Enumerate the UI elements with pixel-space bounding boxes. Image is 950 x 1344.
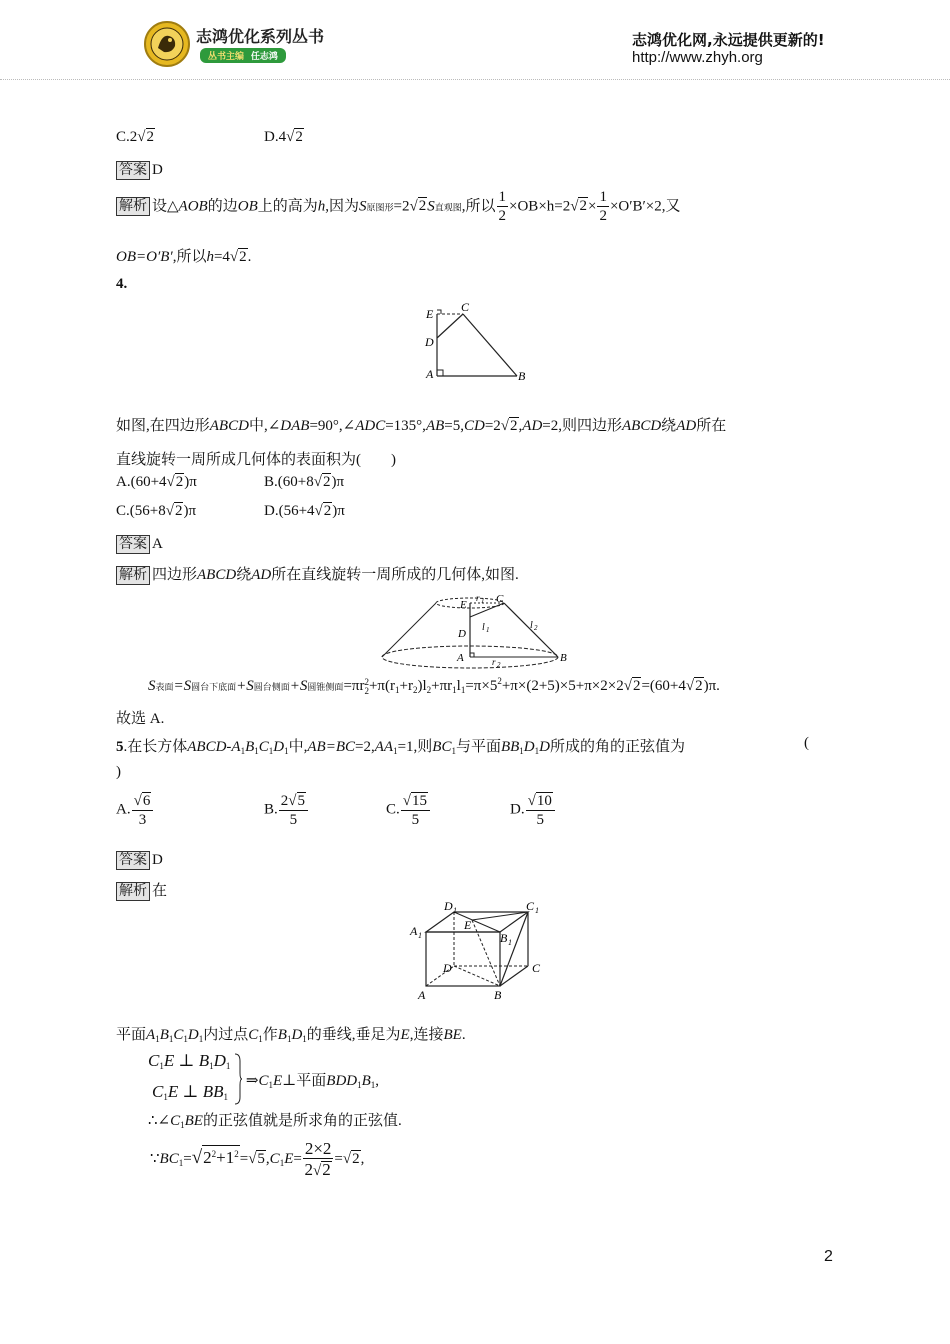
editor-name: 任志鸿 <box>250 52 278 62</box>
q4-option-d: D.(56+4√2)π <box>264 503 345 519</box>
svg-text:l: l <box>482 622 485 633</box>
q4-stem-line2: 直线旋转一周所成几何体的表面积为( ) <box>116 452 396 468</box>
q5-paren-close: ) <box>116 764 121 780</box>
q4-analysis: 解析 四边形ABCD绕AD所在直线旋转一周所成的几何体,如图. <box>116 563 519 585</box>
svg-text:A: A <box>426 367 434 381</box>
svg-text:D: D <box>458 628 466 640</box>
svg-text:D: D <box>425 335 434 349</box>
svg-text:1: 1 <box>535 906 539 915</box>
svg-text:2: 2 <box>534 624 538 632</box>
q3-analysis-line1: 解析 设△AOB的边OB上的高为h,因为S原图形=2√2S直观图,所以 $\frac{1}{2}$ ×OB×h=2√2× $\frac{1}{2}$ ×O′B′×2,又 <box>116 190 681 224</box>
q4-formula: S表面=S圆台下底面+S圆台侧面+S圆锥侧面=πr 2 2 $+\pi(r_1+r_2)l_2+\pi r_1l_1=\pi\times 5^2+\pi\times(2+5)\times 5+\pi\times 2\times 2√2=(60+4√2)\pi$. <box>148 676 720 696</box>
svg-text:E: E <box>460 599 467 611</box>
q3-answer: 答案 D <box>116 161 163 180</box>
answer-tag: 答案 <box>116 535 150 554</box>
right-brace <box>234 1053 242 1105</box>
q5-option-a: A. $\frac{√6}{3}$ <box>116 792 154 828</box>
q5-option-d: D. $\frac{√10}{5}$ <box>510 792 556 828</box>
header-divider <box>0 79 950 80</box>
svg-text:E: E <box>426 307 434 321</box>
q5-plane-line: 平面$A_1B_1C_1D_1$内过点$C_1$作$B_1D_1$的垂线,垂足为E,连接BE. <box>116 1027 466 1044</box>
svg-text:A: A <box>410 924 418 938</box>
answer-tag: 答案 <box>116 161 150 180</box>
svg-text:E: E <box>464 918 472 932</box>
q4-option-a: A.(60+4√2)π <box>116 474 197 490</box>
svg-text:B: B <box>494 988 502 1002</box>
svg-text:C: C <box>461 300 470 314</box>
svg-text:1: 1 <box>481 597 485 605</box>
q3-analysis-line2: OB=O′B′,所以h=4√2. <box>116 249 252 265</box>
q4-option-c: C.(56+8√2)π <box>116 503 197 519</box>
svg-text:B: B <box>500 931 508 945</box>
svg-text:r: r <box>492 657 496 667</box>
series-title: 志鸿优化系列丛书 <box>196 27 325 46</box>
header-slogan: 志鸿优化网,永远提供更新的! <box>632 31 825 49</box>
editor-label: 丛书主编 <box>208 52 245 62</box>
svg-text:1: 1 <box>508 938 512 947</box>
q5-therefore: $\therefore\angle C_1BE$的正弦值就是所求角的正弦值. <box>148 1113 402 1130</box>
q5-system: $C_1E$ ⊥ $B_1D_1$ $C_1E$ ⊥ $BB_1$ $\Rightarrow C_1E\perp$平面$BDD_1B_1$, <box>148 1048 379 1110</box>
round-gold-emblem-icon <box>142 20 192 68</box>
q5-answer: 答案 D <box>116 851 163 870</box>
q4-figure-quadrilateral <box>420 300 530 390</box>
svg-text:C: C <box>526 899 535 913</box>
svg-text:1: 1 <box>453 906 457 915</box>
analysis-tag: 解析 <box>116 566 150 585</box>
q5-analysis: 解析 在 <box>116 879 167 901</box>
answer-tag: 答案 <box>116 851 150 870</box>
q5-stem: 5.在长方体ABCD-$A_1B_1C_1D_1$中$,AB=BC=2,AA_1=1$,则$BC_1$与平面$BB_1D_1D$所成的角的正弦值为 <box>116 739 685 756</box>
svg-text:A: A <box>457 652 464 664</box>
q4-option-b: B.(60+8√2)π <box>264 474 345 490</box>
svg-text:2: 2 <box>497 661 501 669</box>
q4-stem-line1: 如图,在四边形ABCD中,∠DAB=90°,∠ADC=135°,AB=5,CD=2√2,AD=2,则四边形ABCD绕AD所在 <box>116 418 727 434</box>
svg-text:r: r <box>476 593 480 603</box>
q4-answer: 答案 A <box>116 535 163 554</box>
q5-because: $\because BC_1=√2^2+1^2=√5,C_1E=$ $\frac{2\times 2}{2√2}$ =√2, <box>150 1139 365 1180</box>
analysis-tag: 解析 <box>116 197 150 216</box>
svg-text:l: l <box>530 620 533 631</box>
q5-figure-cuboid <box>404 898 554 1008</box>
svg-text:D: D <box>444 899 453 913</box>
svg-text:D: D <box>443 961 452 975</box>
svg-text:C: C <box>532 961 541 975</box>
svg-text:A: A <box>418 988 426 1002</box>
q5-option-b: B. $\frac{2√5}{5}$ <box>264 792 309 828</box>
q4-number: 4. <box>116 276 128 292</box>
svg-text:1: 1 <box>418 931 422 940</box>
svg-text:C: C <box>496 593 504 605</box>
q4-conclusion: 故选 A. <box>116 711 165 727</box>
svg-text:B: B <box>560 652 567 664</box>
analysis-tag: 解析 <box>116 882 150 901</box>
header-url[interactable]: http://www.zhyh.org <box>632 49 763 66</box>
svg-text:1: 1 <box>486 626 490 634</box>
svg-text:B: B <box>518 369 526 383</box>
q3-option-d: D.4√2 <box>264 129 303 145</box>
page-number: 2 <box>824 1248 833 1265</box>
q5-paren-open: ( <box>804 735 809 751</box>
q4-figure-solid-of-revolution <box>378 590 574 670</box>
editor-badge <box>200 48 286 63</box>
q5-option-c: C. $\frac{√15}{5}$ <box>386 792 431 828</box>
q3-option-c: C.2√2 <box>116 129 154 145</box>
